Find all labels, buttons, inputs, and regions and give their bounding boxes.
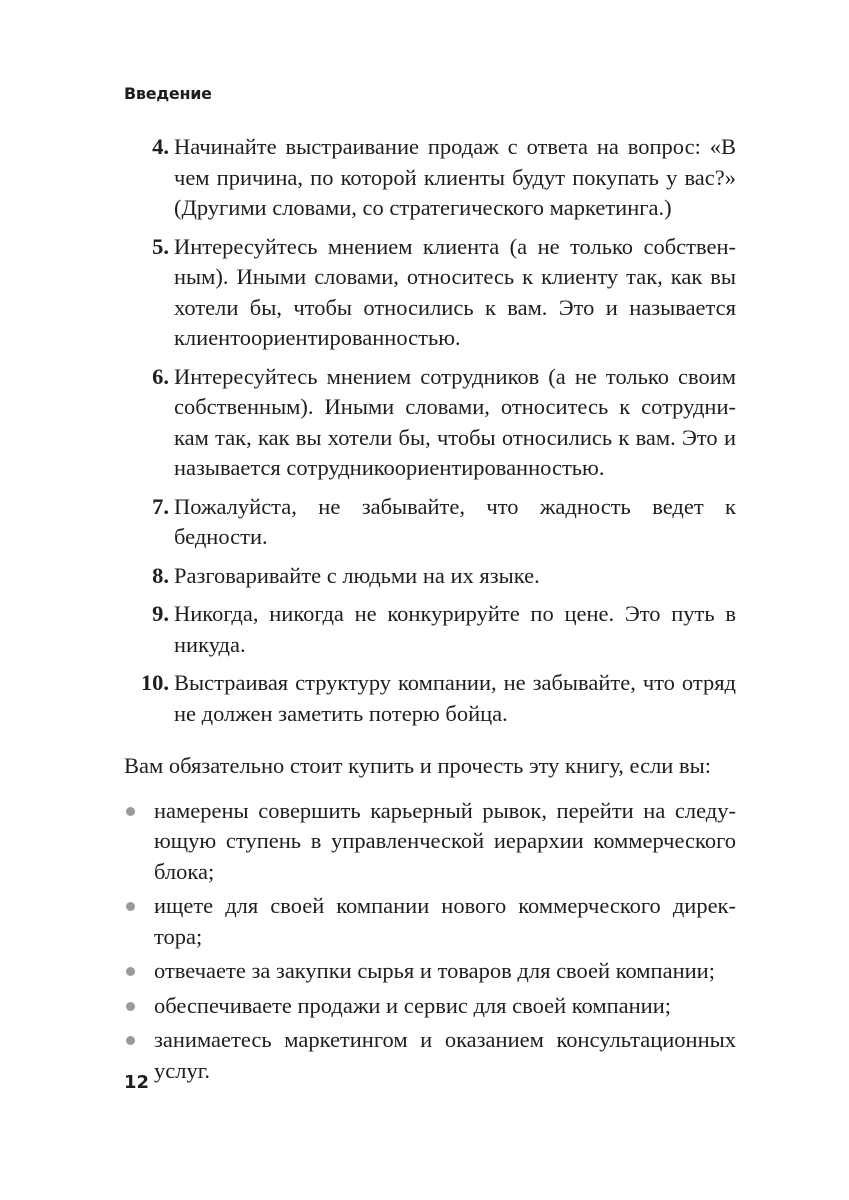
bullet-list-item [124,796,736,888]
bullet-dot-icon [126,1002,135,1011]
bullet-text: обеспечиваете продажи и сервис для своей компании; [154,992,672,1018]
item-number: 9. [152,601,169,626]
numbered-list-item [124,132,736,224]
running-head-title: Введение [124,84,212,103]
item-number: 7. [152,493,169,519]
item-number: 4. [152,134,169,159]
item-text: Интересуйтесь мнением клиента (а не только собственным). Иными словами, относитесь к клиенту так, как вы хотели бы, чтобы относились к вам. Это и называется клиентоориентированностью. [174,233,736,350]
numbered-list-item [124,492,736,553]
numbered-list-item [124,561,736,592]
numbered-list-item [124,362,736,484]
item-text: Никогда, никогда не конкурируйте по цене. Это путь в никуда. [174,601,736,657]
page-body [124,132,736,1090]
item-text: Интересуйтесь мнением сотрудников (а не только своим собственным). Иными словами, относитесь к сотрудникам так, как вы хотели бы, чтобы относились к вам. Это и называется сотрудникоориентированностью. [174,363,736,480]
bullet-text: намерены совершить карьерный рывок, перейти на следующую ступень в управленческой иерархии коммерческого блока; [154,797,736,884]
numbered-list-item [124,668,736,729]
item-text: Начинайте выстраивание продаж с ответа на вопрос: «В чем причина, по которой клиенты будут покупать у вас?» (Другими словами, со стратегического маркетинга.) [174,134,736,220]
item-number: 5. [152,233,169,259]
bullet-list-item [124,891,736,952]
bullet-text: отвечаете за закупки сырья и товаров для своей компании; [154,958,715,983]
item-number: 8. [152,562,169,588]
numbered-list [124,132,736,729]
bullet-list-item [124,1025,736,1086]
numbered-list-item [124,599,736,660]
item-number: 10. [140,670,169,695]
bullet-dot-icon [126,902,135,911]
numbered-list-item [124,232,736,354]
bullet-dot-icon [126,967,135,976]
item-text: Разговаривайте с людьми на их языке. [174,562,540,588]
intro-sentence: Вам обязательно стоит купить и прочесть эту книгу, если вы: [124,753,711,778]
bullet-list-item [124,991,736,1022]
item-text: Выстраивая структуру компании, не забывайте, что отряд не должен заметить потерю бойца. [174,670,736,726]
bullet-text: ищете для своей компании нового коммерческого директора; [154,893,736,949]
page-number: 12 [124,1072,150,1093]
bullet-text: занимаетесь маркетингом и оказанием консультационных услуг. [154,1027,736,1083]
item-text: Пожалуйста, не забывайте, что жадность ведет к бедности. [174,493,736,549]
item-number: 6. [152,363,169,389]
bullet-list-item [124,956,736,987]
bullet-dot-icon [126,807,135,816]
bullet-list [124,796,736,1087]
bullet-dot-icon [126,1036,135,1045]
